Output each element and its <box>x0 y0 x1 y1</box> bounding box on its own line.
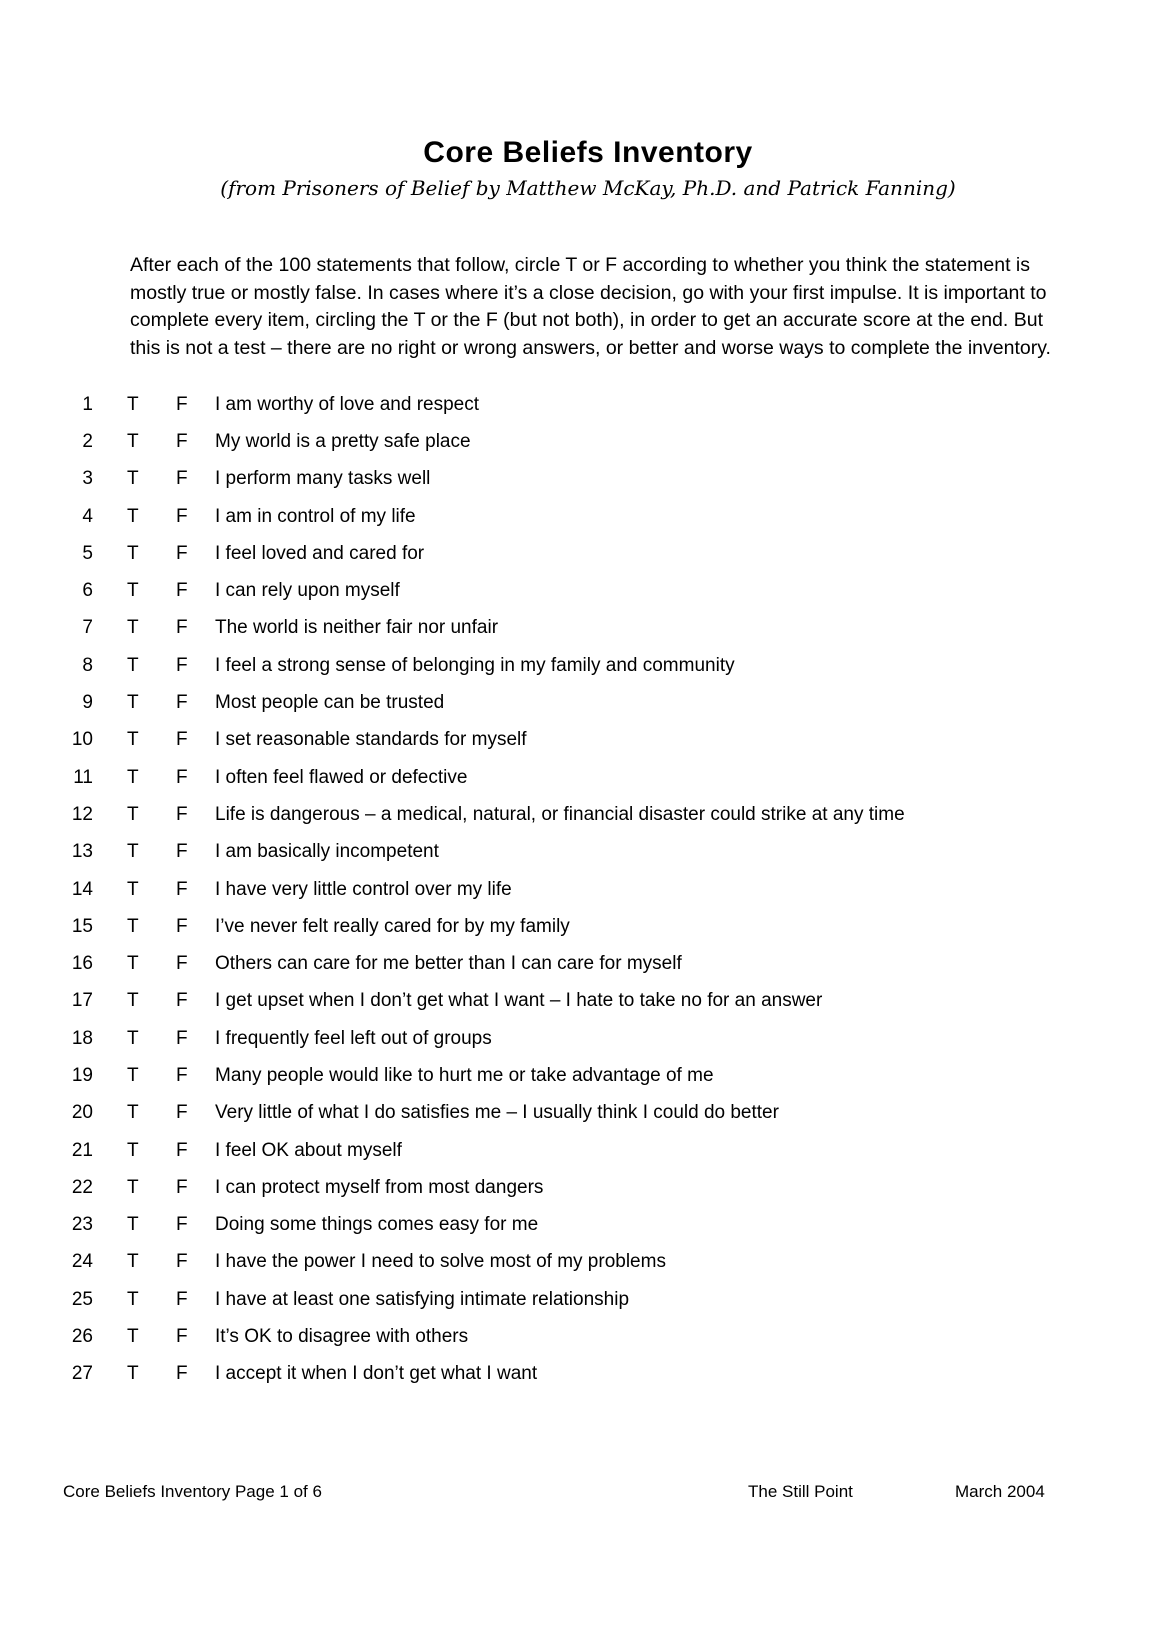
item-false-option[interactable]: F <box>176 617 188 639</box>
inventory-item-row <box>0 461 1176 498</box>
inventory-item-row <box>0 908 1176 945</box>
inventory-item-row <box>0 572 1176 609</box>
item-number: 5 <box>82 542 93 564</box>
item-true-option[interactable]: T <box>127 1102 139 1124</box>
item-statement: I feel a strong sense of belonging in my family and community <box>215 654 735 676</box>
item-false-option[interactable]: F <box>176 729 188 751</box>
inventory-item-row <box>0 871 1176 908</box>
item-false-option[interactable]: F <box>176 580 188 602</box>
item-true-option[interactable]: T <box>127 505 139 527</box>
item-false-option[interactable]: F <box>176 692 188 714</box>
items-list <box>0 386 1176 1393</box>
item-number: 24 <box>71 1251 93 1273</box>
inventory-item-row <box>0 945 1176 982</box>
item-number: 3 <box>82 468 93 490</box>
item-true-option[interactable]: T <box>127 1326 139 1348</box>
item-number: 6 <box>82 580 93 602</box>
item-number: 9 <box>82 692 93 714</box>
inventory-item-row <box>0 423 1176 460</box>
item-true-option[interactable]: T <box>127 729 139 751</box>
item-number: 25 <box>71 1288 93 1310</box>
item-statement: I’ve never felt really cared for by my family <box>215 915 570 937</box>
item-true-option[interactable]: T <box>127 990 139 1012</box>
item-true-option[interactable]: T <box>127 1288 139 1310</box>
inventory-item-row <box>0 796 1176 833</box>
footer-source-label: The Still Point <box>748 1482 853 1501</box>
item-false-option[interactable]: F <box>176 1027 188 1049</box>
item-statement: I often feel flawed or defective <box>215 766 468 788</box>
item-number: 7 <box>82 617 93 639</box>
item-number: 14 <box>71 878 93 900</box>
inventory-item-row <box>0 386 1176 423</box>
item-true-option[interactable]: T <box>127 1064 139 1086</box>
item-number: 26 <box>71 1326 93 1348</box>
item-true-option[interactable]: T <box>127 468 139 490</box>
inventory-item-row <box>0 1207 1176 1244</box>
item-number: 16 <box>71 953 93 975</box>
item-number: 22 <box>71 1176 93 1198</box>
item-statement: I set reasonable standards for myself <box>215 729 527 751</box>
item-statement: Most people can be trusted <box>215 692 445 714</box>
item-number: 13 <box>71 841 93 863</box>
item-false-option[interactable]: F <box>176 542 188 564</box>
item-false-option[interactable]: F <box>176 803 188 825</box>
inventory-item-row <box>0 1318 1176 1355</box>
item-false-option[interactable]: F <box>176 1139 188 1161</box>
item-statement: I can protect myself from most dangers <box>215 1176 544 1198</box>
item-false-option[interactable]: F <box>176 878 188 900</box>
inventory-item-row <box>0 1132 1176 1169</box>
item-true-option[interactable]: T <box>127 430 139 452</box>
item-true-option[interactable]: T <box>127 542 139 564</box>
item-statement: I frequently feel left out of groups <box>215 1027 492 1049</box>
inventory-item-row <box>0 722 1176 759</box>
item-false-option[interactable]: F <box>176 1363 188 1385</box>
item-statement: I am in control of my life <box>215 505 416 527</box>
inventory-item-row <box>0 1057 1176 1094</box>
item-true-option[interactable]: T <box>127 803 139 825</box>
inventory-item-row <box>0 684 1176 721</box>
inventory-item-row <box>0 1095 1176 1132</box>
item-true-option[interactable]: T <box>127 692 139 714</box>
item-false-option[interactable]: F <box>176 505 188 527</box>
item-false-option[interactable]: F <box>176 654 188 676</box>
item-false-option[interactable]: F <box>176 1288 188 1310</box>
item-false-option[interactable]: F <box>176 766 188 788</box>
item-true-option[interactable]: T <box>127 1363 139 1385</box>
footer-date-label: March 2004 <box>955 1482 1045 1501</box>
item-statement: I can rely upon myself <box>215 580 400 602</box>
item-true-option[interactable]: T <box>127 915 139 937</box>
item-false-option[interactable]: F <box>176 990 188 1012</box>
item-statement: Doing some things comes easy for me <box>215 1214 539 1236</box>
item-true-option[interactable]: T <box>127 617 139 639</box>
item-false-option[interactable]: F <box>176 841 188 863</box>
inventory-item-row <box>0 1356 1176 1393</box>
inventory-item-row <box>0 834 1176 871</box>
item-number: 20 <box>71 1102 93 1124</box>
instructions-paragraph: After each of the 100 statements that follow, circle T or F according to whether you think the statement is mostly true or mostly false. In cases where it’s a close decision, go with your first impulse. It is important to complete every item, circling the T or the F (but not both), in order to get an accurate score at the end. But this is not a test – there are no right or wrong answers, or better and worse ways to complete the inventory. <box>130 254 1051 359</box>
item-statement: I have at least one satisfying intimate relationship <box>215 1288 630 1310</box>
item-number: 17 <box>71 990 93 1012</box>
item-number: 2 <box>82 430 93 452</box>
inventory-item-row <box>0 535 1176 572</box>
inventory-item-row <box>0 498 1176 535</box>
item-statement: I have the power I need to solve most of my problems <box>215 1251 666 1273</box>
item-statement: My world is a pretty safe place <box>215 430 471 452</box>
item-false-option[interactable]: F <box>176 468 188 490</box>
item-number: 15 <box>71 915 93 937</box>
item-true-option[interactable]: T <box>127 841 139 863</box>
item-false-option[interactable]: F <box>176 393 188 415</box>
inventory-item-row <box>0 610 1176 647</box>
item-false-option[interactable]: F <box>176 1326 188 1348</box>
item-false-option[interactable]: F <box>176 1214 188 1236</box>
item-statement: I feel OK about myself <box>215 1139 402 1161</box>
item-statement: Very little of what I do satisfies me – I usually think I could do better <box>215 1102 779 1124</box>
item-number: 18 <box>71 1027 93 1049</box>
inventory-item-row <box>0 1020 1176 1057</box>
item-statement: I perform many tasks well <box>215 468 431 490</box>
footer-page-label: Core Beliefs Inventory Page 1 of 6 <box>63 1482 322 1501</box>
item-number: 8 <box>82 654 93 676</box>
page-title: Core Beliefs Inventory <box>423 136 753 169</box>
inventory-item-row <box>0 983 1176 1020</box>
item-number: 10 <box>71 729 93 751</box>
item-false-option[interactable]: F <box>176 1064 188 1086</box>
item-statement: Life is dangerous – a medical, natural, or financial disaster could strike at any time <box>215 803 905 825</box>
item-statement: I get upset when I don’t get what I want – I hate to take no for an answer <box>215 990 823 1012</box>
item-statement: I feel loved and cared for <box>215 542 425 564</box>
item-number: 19 <box>71 1064 93 1086</box>
inventory-item-row <box>0 647 1176 684</box>
item-statement: I accept it when I don’t get what I want <box>215 1363 538 1385</box>
item-false-option[interactable]: F <box>176 953 188 975</box>
item-statement: It’s OK to disagree with others <box>215 1326 469 1348</box>
inventory-item-row <box>0 1169 1176 1206</box>
item-false-option[interactable]: F <box>176 1251 188 1273</box>
item-true-option[interactable]: T <box>127 1251 139 1273</box>
item-number: 12 <box>71 803 93 825</box>
item-true-option[interactable]: T <box>127 393 139 415</box>
item-statement: The world is neither fair nor unfair <box>215 617 499 639</box>
inventory-item-row <box>0 1281 1176 1318</box>
item-true-option[interactable]: T <box>127 580 139 602</box>
item-false-option[interactable]: F <box>176 915 188 937</box>
item-statement: Others can care for me better than I can care for myself <box>215 953 682 975</box>
item-statement: I am worthy of love and respect <box>215 393 480 415</box>
item-number: 1 <box>82 393 93 415</box>
item-false-option[interactable]: F <box>176 1102 188 1124</box>
item-true-option[interactable]: T <box>127 953 139 975</box>
item-number: 11 <box>73 766 93 788</box>
page-subtitle: (from Prisoners of Belief by Matthew McKay, Ph.D. and Patrick Fanning) <box>220 176 956 200</box>
item-true-option[interactable]: T <box>127 1139 139 1161</box>
item-statement: I have very little control over my life <box>215 878 512 900</box>
item-number: 4 <box>82 505 93 527</box>
item-true-option[interactable]: T <box>127 1176 139 1198</box>
inventory-item-row <box>0 1244 1176 1281</box>
item-true-option[interactable]: T <box>127 878 139 900</box>
item-number: 27 <box>71 1363 93 1385</box>
item-statement: I am basically incompetent <box>215 841 439 863</box>
item-true-option[interactable]: T <box>127 1027 139 1049</box>
item-false-option[interactable]: F <box>176 1176 188 1198</box>
item-statement: Many people would like to hurt me or take advantage of me <box>215 1064 714 1086</box>
item-true-option[interactable]: T <box>127 654 139 676</box>
item-false-option[interactable]: F <box>176 430 188 452</box>
inventory-item-row <box>0 759 1176 796</box>
item-true-option[interactable]: T <box>127 766 139 788</box>
item-number: 21 <box>71 1139 93 1161</box>
item-true-option[interactable]: T <box>127 1214 139 1236</box>
item-number: 23 <box>71 1214 93 1236</box>
